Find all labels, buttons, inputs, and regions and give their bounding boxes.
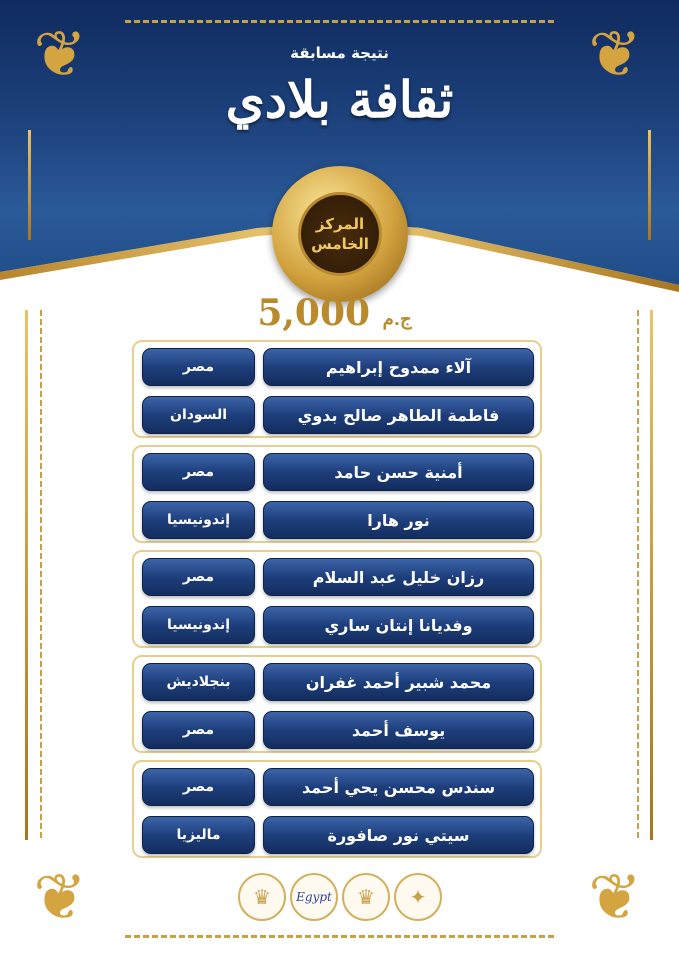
winner-name: آلاء ممدوح إبراهيم <box>263 348 534 386</box>
eagle-emblem-icon: ♛ <box>238 873 286 921</box>
rank-medal <box>272 166 408 302</box>
winner-country: إندونيسيا <box>142 606 255 644</box>
ornament-top-right-icon: ❦ <box>588 18 642 92</box>
ornament-bottom-left-icon: ❦ <box>33 861 87 935</box>
winner-country: ماليزيا <box>142 816 255 854</box>
winner-name: نور هارا <box>263 501 534 539</box>
winner-row <box>142 348 534 386</box>
medal-line-2: الخامس <box>311 235 369 253</box>
winner-name: محمد شبير أحمد غفران <box>263 663 534 701</box>
winner-group <box>132 655 542 753</box>
left-frame-dash <box>40 310 42 840</box>
winner-group <box>132 550 542 648</box>
winner-row <box>142 453 534 491</box>
winner-name: أمنية حسن حامد <box>263 453 534 491</box>
prize-value: 5,000 <box>257 292 371 334</box>
medal-line-1: المركز <box>315 215 365 233</box>
subtitle: نتيجة مسابقة <box>290 44 389 62</box>
winner-name: يوسف أحمد <box>263 711 534 749</box>
prize-amount <box>0 292 679 334</box>
winner-country: بنجلاديش <box>142 663 255 701</box>
winner-country: مصر <box>142 453 255 491</box>
winner-country: إندونيسيا <box>142 501 255 539</box>
ministry-emblem-icon: ♛ <box>342 873 390 921</box>
winner-country: مصر <box>142 558 255 596</box>
winner-row <box>142 558 534 596</box>
egypt-logo: Egypt <box>290 873 338 921</box>
winner-row <box>142 501 534 539</box>
page-title: ثقافة بلادي <box>225 70 454 129</box>
winner-row <box>142 606 534 644</box>
winner-group <box>132 760 542 858</box>
right-gold-line <box>648 130 651 240</box>
winner-group <box>132 445 542 543</box>
winner-row <box>142 711 534 749</box>
winner-name: وفديانا إنتان ساري <box>263 606 534 644</box>
left-frame-line <box>25 310 28 840</box>
winner-name: سندس محسن يحي أحمد <box>263 768 534 806</box>
winner-group <box>132 340 542 438</box>
winner-country: مصر <box>142 768 255 806</box>
top-dashed-line <box>125 20 555 23</box>
winner-country: مصر <box>142 348 255 386</box>
ornament-bottom-right-icon: ❦ <box>588 861 642 935</box>
winner-name: فاطمة الطاهر صالح بدوي <box>263 396 534 434</box>
sponsor-logos <box>238 873 442 921</box>
ornament-top-left-icon: ❦ <box>33 18 87 92</box>
bottom-dashed-line <box>125 935 555 938</box>
winner-name: رزان خليل عبد السلام <box>263 558 534 596</box>
winner-name: سيتي نور صافورة <box>263 816 534 854</box>
winner-country: مصر <box>142 711 255 749</box>
university-emblem-icon: ✦ <box>394 873 442 921</box>
prize-currency: ج.م <box>382 309 412 330</box>
winner-row <box>142 663 534 701</box>
winner-row <box>142 396 534 434</box>
winner-country: السودان <box>142 396 255 434</box>
right-frame-dash <box>637 310 639 840</box>
winner-row <box>142 816 534 854</box>
right-frame-line <box>650 310 653 840</box>
left-gold-line <box>28 130 31 240</box>
winner-row <box>142 768 534 806</box>
